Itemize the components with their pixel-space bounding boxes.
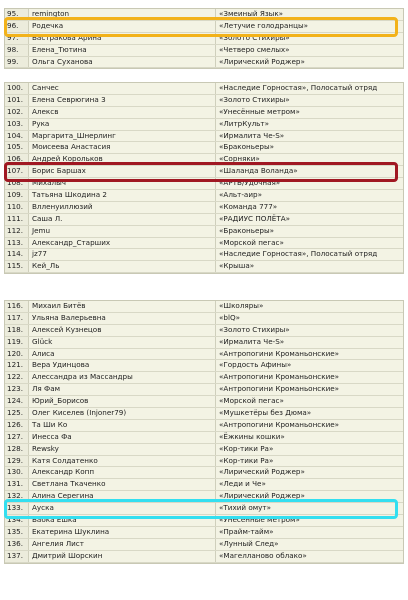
row-number: 111. bbox=[5, 214, 29, 225]
team-name: «Лирический Роджер» bbox=[219, 56, 305, 66]
team-name: «Леди и Че» bbox=[219, 479, 266, 489]
row-number: 128. bbox=[5, 444, 29, 455]
team-name: «blQ» bbox=[219, 312, 241, 322]
team-name: «Команда 777» bbox=[219, 201, 278, 211]
team-name: «Антропогини Кроманьонские» bbox=[219, 384, 340, 394]
table-row bbox=[5, 83, 403, 95]
participant-name: Юрий_Борисов bbox=[30, 396, 216, 407]
row-number: 97. bbox=[5, 33, 29, 44]
team-name: «Четверо смелых» bbox=[219, 44, 290, 54]
team-name: «Браконьеры» bbox=[219, 225, 275, 235]
participant-name: Ольга Суханова bbox=[30, 57, 216, 68]
table-row bbox=[5, 384, 403, 396]
row-number: 114. bbox=[5, 249, 29, 260]
row-number: 120. bbox=[5, 349, 29, 360]
table-row bbox=[5, 238, 403, 250]
team-name: «Летучие голодранцы» bbox=[219, 20, 309, 30]
table-row bbox=[5, 551, 403, 563]
row-number: 121. bbox=[5, 360, 29, 371]
table-row bbox=[5, 57, 403, 69]
row-number: 105. bbox=[5, 142, 29, 153]
table-row bbox=[5, 131, 403, 143]
participant-name: Катя Солдатенко bbox=[30, 456, 216, 467]
table-row bbox=[5, 444, 403, 456]
row-number: 109. bbox=[5, 190, 29, 201]
row-number: 103. bbox=[5, 119, 29, 130]
table-row bbox=[5, 527, 403, 539]
row-number: 110. bbox=[5, 202, 29, 213]
team-name: «Мушкетёры без Дюма» bbox=[219, 408, 312, 418]
table-block-100-115 bbox=[4, 82, 404, 274]
row-number: 136. bbox=[5, 539, 29, 550]
table-row bbox=[5, 33, 403, 45]
team-name: «Антропогини Кроманьонские» bbox=[219, 419, 340, 429]
row-number: 104. bbox=[5, 131, 29, 142]
participant-name: Rewsky bbox=[30, 444, 216, 455]
team-name: «Антропогини Кроманьонские» bbox=[219, 348, 340, 358]
table-row bbox=[5, 491, 403, 503]
participant-name: Маргарита_Шнерлинг bbox=[30, 131, 216, 142]
team-name: «Альт-аир» bbox=[219, 190, 262, 200]
participant-name: Алексв bbox=[30, 107, 216, 118]
table-row bbox=[5, 9, 403, 21]
table-row bbox=[5, 21, 403, 33]
table-block-95-99 bbox=[4, 8, 404, 69]
participant-name: Рука bbox=[30, 119, 216, 130]
team-name: «Кор-тики Ра» bbox=[219, 455, 274, 465]
participant-name: Родечка bbox=[30, 21, 216, 32]
row-number: 130. bbox=[5, 467, 29, 478]
table-row bbox=[5, 190, 403, 202]
row-number: 125. bbox=[5, 408, 29, 419]
row-number: 118. bbox=[5, 325, 29, 336]
participant-name: Моисеева Анастасия bbox=[30, 142, 216, 153]
table-row bbox=[5, 107, 403, 119]
team-name: «Унесённые метром» bbox=[219, 106, 300, 116]
team-name: «Ирмалита Че-S» bbox=[219, 336, 285, 346]
team-name: «Унесённые метром» bbox=[219, 515, 300, 525]
team-name: «РАДИУС ПОЛЁТА» bbox=[219, 213, 291, 223]
team-name: «Наследие Горностая», Полосатый отряд bbox=[219, 249, 378, 259]
team-name: «Гордость Афины» bbox=[219, 360, 292, 370]
row-number: 137. bbox=[5, 551, 29, 562]
table-row bbox=[5, 249, 403, 261]
team-name: «Браконьеры» bbox=[219, 142, 275, 152]
table-row bbox=[5, 479, 403, 491]
team-name: «Ирмалита Че-S» bbox=[219, 130, 285, 140]
participant-name: Glück bbox=[30, 337, 216, 348]
table-row bbox=[5, 325, 403, 337]
team-name: «Прайм-тайм» bbox=[219, 526, 274, 536]
team-name: «Золото Стихиры» bbox=[219, 324, 290, 334]
participant-name: Ля Фам bbox=[30, 384, 216, 395]
row-number: 122. bbox=[5, 372, 29, 383]
participant-name: Татьяна Шкодина 2 bbox=[30, 190, 216, 201]
row-number: 116. bbox=[5, 301, 29, 312]
team-name: «Антропогини Кроманьонские» bbox=[219, 372, 340, 382]
participant-name: Ульяна Валерьевна bbox=[30, 313, 216, 324]
table-row bbox=[5, 261, 403, 273]
row-number: 131. bbox=[5, 479, 29, 490]
participant-name: Вера Удинцова bbox=[30, 360, 216, 371]
table-row bbox=[5, 226, 403, 238]
table-row bbox=[5, 396, 403, 408]
row-number: 127. bbox=[5, 432, 29, 443]
participant-name: Александр_Старших bbox=[30, 238, 216, 249]
participant-name: Михалыч bbox=[30, 178, 216, 189]
team-name: «Золото Стихиры» bbox=[219, 94, 290, 104]
team-name: «Тихий омут» bbox=[219, 503, 271, 513]
participant-name: Jemu bbox=[30, 226, 216, 237]
participant-name: Инесса Фа bbox=[30, 432, 216, 443]
row-number: 126. bbox=[5, 420, 29, 431]
table-row bbox=[5, 166, 403, 178]
participant-name: Алиса bbox=[30, 349, 216, 360]
row-number: 113. bbox=[5, 238, 29, 249]
table-row bbox=[5, 372, 403, 384]
row-number: 129. bbox=[5, 456, 29, 467]
participant-name: Елена_Тютина bbox=[30, 45, 216, 56]
team-name: «Кор-тики Ра» bbox=[219, 443, 274, 453]
row-number: 115. bbox=[5, 261, 29, 272]
participant-name: Дмитрий Шорскин bbox=[30, 551, 216, 562]
row-number: 107. bbox=[5, 166, 29, 177]
participant-name: Борис Баршах bbox=[30, 166, 216, 177]
team-name: «Лунный След» bbox=[219, 538, 279, 548]
table-row bbox=[5, 467, 403, 479]
participant-name: Олег Киселев (Injoner79) bbox=[30, 408, 216, 419]
table-row bbox=[5, 313, 403, 325]
table-row bbox=[5, 360, 403, 372]
row-number: 123. bbox=[5, 384, 29, 395]
table-row bbox=[5, 337, 403, 349]
row-number: 95. bbox=[5, 9, 29, 20]
participant-name: Екатерина Шуклина bbox=[30, 527, 216, 538]
row-number: 134. bbox=[5, 515, 29, 526]
row-number: 99. bbox=[5, 57, 29, 68]
row-number: 117. bbox=[5, 313, 29, 324]
row-number: 135. bbox=[5, 527, 29, 538]
participant-name: Андрей Корольков bbox=[30, 154, 216, 165]
team-name: «Магелланово облако» bbox=[219, 550, 307, 560]
team-name: «Школяры» bbox=[219, 301, 264, 310]
team-name: «Ёжкины кошки» bbox=[219, 431, 285, 441]
team-name: «Крыша» bbox=[219, 261, 255, 271]
row-number: 101. bbox=[5, 95, 29, 106]
row-number: 102. bbox=[5, 107, 29, 118]
row-number: 106. bbox=[5, 154, 29, 165]
table-row bbox=[5, 349, 403, 361]
table-row bbox=[5, 515, 403, 527]
team-name: «ЛитрКульт» bbox=[219, 118, 269, 128]
table-row bbox=[5, 119, 403, 131]
table-row bbox=[5, 154, 403, 166]
row-number: 100. bbox=[5, 83, 29, 94]
row-number: 133. bbox=[5, 503, 29, 514]
team-name: «АРТЬ/Удочная» bbox=[219, 178, 281, 188]
table-row bbox=[5, 45, 403, 57]
table-row bbox=[5, 432, 403, 444]
team-name: «Шаланда Воланда» bbox=[219, 166, 298, 176]
team-name: «Морской пегас» bbox=[219, 237, 284, 247]
team-name: «Лирический Роджер» bbox=[219, 491, 305, 501]
participant-name: Бабка Ешка bbox=[30, 515, 216, 526]
participant-name: Алессандра из Массандры bbox=[30, 372, 216, 383]
participant-name: Влленуиллюзий bbox=[30, 202, 216, 213]
row-number: 98. bbox=[5, 45, 29, 56]
team-name: «Змеиный Язык» bbox=[219, 9, 284, 18]
team-name: «Наследие Горностая», Полосатый отряд bbox=[219, 83, 378, 92]
participant-name: Кей_Ль bbox=[30, 261, 216, 272]
participant-name: Александр Копп bbox=[30, 467, 216, 478]
table-row bbox=[5, 95, 403, 107]
row-number: 119. bbox=[5, 337, 29, 348]
table-row bbox=[5, 420, 403, 432]
row-number: 96. bbox=[5, 21, 29, 32]
table-row bbox=[5, 456, 403, 468]
participant-name: jz77 bbox=[30, 249, 216, 260]
participant-name: remington bbox=[30, 9, 216, 20]
team-name: «Морской пегас» bbox=[219, 396, 284, 406]
row-number: 132. bbox=[5, 491, 29, 502]
table-row bbox=[5, 503, 403, 515]
team-name: «Сорняки» bbox=[219, 154, 260, 164]
participant-name: Светлана Ткаченко bbox=[30, 479, 216, 490]
participant-name: Алина Серегина bbox=[30, 491, 216, 502]
row-number: 108. bbox=[5, 178, 29, 189]
team-name: «Лирический Роджер» bbox=[219, 467, 305, 477]
team-name: «Золото Стихиры» bbox=[219, 32, 290, 42]
participant-name: Та Ши Ко bbox=[30, 420, 216, 431]
row-number: 124. bbox=[5, 396, 29, 407]
table-row bbox=[5, 539, 403, 551]
row-number: 112. bbox=[5, 226, 29, 237]
participant-name: Саша Л. bbox=[30, 214, 216, 225]
participant-name: Санчес bbox=[30, 83, 216, 94]
participant-name: Ангелия Лист bbox=[30, 539, 216, 550]
participant-name: Михаил Битёв bbox=[30, 301, 216, 312]
table-row bbox=[5, 142, 403, 154]
table-row bbox=[5, 202, 403, 214]
participant-name: Алексей Кузнецов bbox=[30, 325, 216, 336]
participant-name: Бастракова Арина bbox=[30, 33, 216, 44]
participant-name: Елена Севрюгина 3 bbox=[30, 95, 216, 106]
table-row bbox=[5, 408, 403, 420]
table-row bbox=[5, 301, 403, 313]
table-row bbox=[5, 178, 403, 190]
participant-name: Ауска bbox=[30, 503, 216, 514]
table-block-116-137 bbox=[4, 300, 404, 564]
table-row bbox=[5, 214, 403, 226]
